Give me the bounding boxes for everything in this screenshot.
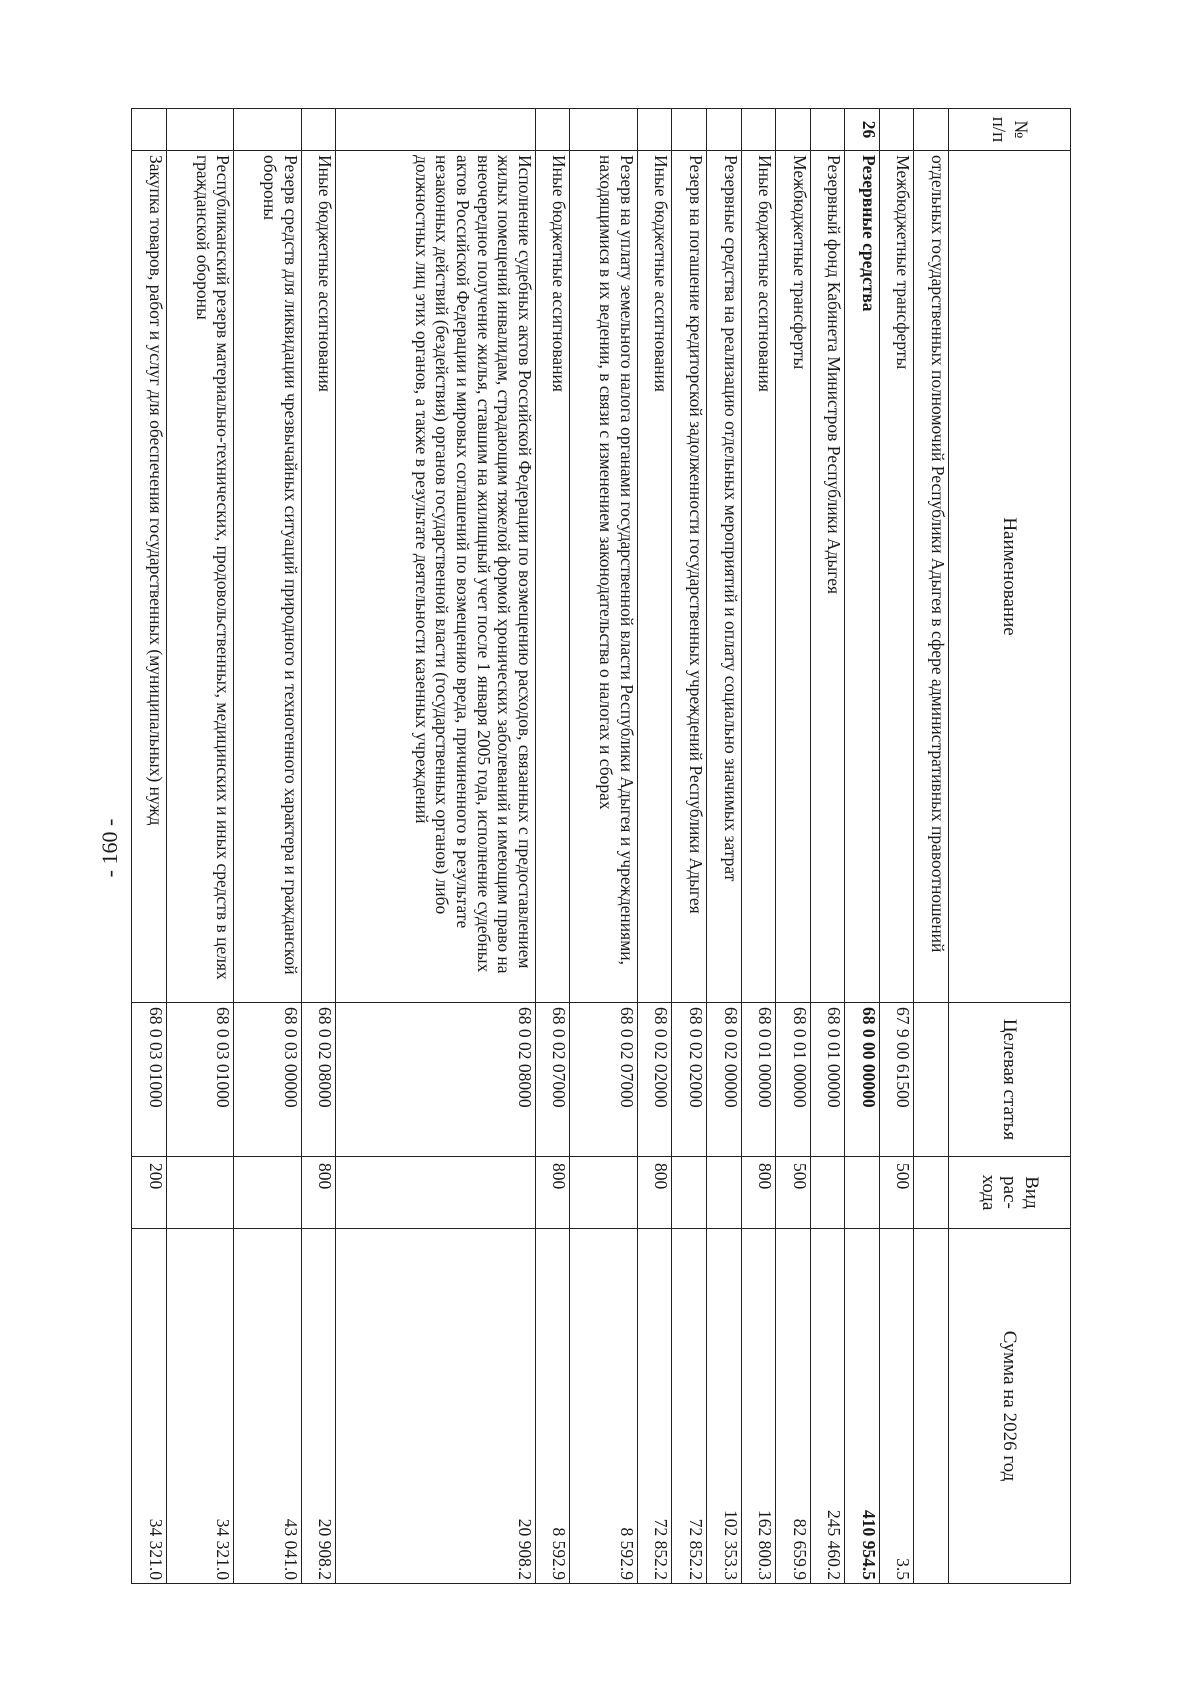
table-row [741,109,776,1584]
row-number [132,109,167,151]
row-number [672,109,707,151]
row-name: Резерв средств для ликвидации чрезвычайных ситуаций природного и техногенного характера и гражданской обороны [234,151,302,1003]
row-name: Резерв на погашение кредиторской задолженности государственных учреждений Республики Адыгея [672,151,707,1003]
row-amount: 72 852.2 [672,1229,707,1584]
row-amount: 8 592.9 [570,1229,638,1584]
row-amount: 82 659.9 [776,1229,811,1584]
table-row [301,109,336,1584]
row-target-code: 68 0 02 07000 [535,1003,570,1157]
table-row [132,109,167,1584]
row-number [637,109,672,151]
row-amount: 3.5 [879,1229,914,1584]
row-name: Резерв на уплату земельного налога органами государственной власти Республики Адыгея и учреждениями, находящимися в их ведении, в связи с изменением законодательства о налогах и сборах [570,151,638,1003]
header-code: Целевая статья [949,1003,1071,1157]
row-target-code: 68 0 01 00000 [776,1003,811,1157]
row-amount: 43 041.0 [234,1229,302,1584]
header-amount: Сумма на 2026 год [949,1229,1071,1584]
page-number: - 160 - [97,818,122,878]
row-amount: 8 592.9 [535,1229,570,1584]
table-header-row [949,109,1071,1584]
table-row [234,109,302,1584]
row-expense-type: 800 [535,1157,570,1229]
row-number [234,109,302,151]
row-target-code: 68 0 02 08000 [336,1003,535,1157]
row-name: Межбюджетные трансферты [879,151,914,1003]
row-expense-type [570,1157,638,1229]
row-name: Резервные средства на реализацию отдельных мероприятий и оплату социально значимых затрат [707,151,742,1003]
row-expense-type [672,1157,707,1229]
row-amount [914,1229,949,1584]
table-row [637,109,672,1584]
row-number [776,109,811,151]
row-target-code: 68 0 00 00000 [845,1003,880,1157]
row-expense-type [336,1157,535,1229]
row-expense-type [166,1157,234,1229]
row-name: Закупка товаров, работ и услуг для обеспечения государственных (муниципальных) нужд [132,151,167,1003]
header-kind: Вид рас-хода [949,1157,1071,1229]
row-expense-type [234,1157,302,1229]
row-number [570,109,638,151]
table-row [672,109,707,1584]
budget-table [131,108,1071,1584]
row-expense-type [914,1157,949,1229]
table-row [914,109,949,1584]
row-name: Республиканский резерв материально-технических, продовольственных, медицинских и иных средств в целях гражданской обороны [166,151,234,1003]
row-expense-type [845,1157,880,1229]
table-row [810,109,845,1584]
row-name: Иные бюджетные ассигнования [301,151,336,1003]
row-amount: 20 908.2 [336,1229,535,1584]
row-expense-type [707,1157,742,1229]
row-number [879,109,914,151]
row-number [301,109,336,151]
row-name: Резервные средства [845,151,880,1003]
row-expense-type: 500 [879,1157,914,1229]
row-amount: 162 800.3 [741,1229,776,1584]
row-name: Исполнение судебных актов Российской Федерации по возмещению расходов, связанных с предоставлением жилых помещений инвалидам, страдающим тяжелой формой хронических заболеваний и имеющим право на внеочередное получение жилья, ставшим на жилищный учет после 1 января 2005 года, исполнение судебных актов Российской Федерации и мировых соглашений по возмещению вреда, причиненного в результате незаконных действий (бездействия) органов государственной власти (государственных органов) либо должностных лиц этих органов, а также в результате деятельности казенных учреждений [336,151,535,1003]
row-expense-type: 800 [301,1157,336,1229]
row-amount: 20 908.2 [301,1229,336,1584]
table-row [879,109,914,1584]
row-number [810,109,845,151]
row-name: отдельных государственных полномочий Республики Адыгея в сфере административных правоотношений [914,151,949,1003]
row-target-code: 68 0 02 02000 [672,1003,707,1157]
table-body [132,109,949,1584]
table-row [845,109,880,1584]
row-name: Иные бюджетные ассигнования [535,151,570,1003]
row-target-code: 68 0 01 00000 [810,1003,845,1157]
row-amount: 34 321.0 [166,1229,234,1584]
row-number [535,109,570,151]
row-expense-type [810,1157,845,1229]
row-target-code [914,1003,949,1157]
row-expense-type: 800 [637,1157,672,1229]
row-number [166,109,234,151]
row-name: Межбюджетные трансферты [776,151,811,1003]
table-row [776,109,811,1584]
row-amount: 72 852.2 [637,1229,672,1584]
table-row [535,109,570,1584]
row-target-code: 68 0 03 00000 [234,1003,302,1157]
row-number [741,109,776,151]
row-amount: 245 460.2 [810,1229,845,1584]
header-num: № п/п [949,109,1071,151]
row-name: Иные бюджетные ассигнования [741,151,776,1003]
row-target-code: 67 9 00 61500 [879,1003,914,1157]
table-row [570,109,638,1584]
row-name: Резервный фонд Кабинета Министров Республики Адыгея [810,151,845,1003]
row-amount: 410 954.5 [845,1229,880,1584]
table-row [166,109,234,1584]
row-number [336,109,535,151]
row-target-code: 68 0 03 01000 [166,1003,234,1157]
row-number: 26 [845,109,880,151]
header-name: Наименование [949,151,1071,1003]
row-target-code: 68 0 02 07000 [570,1003,638,1157]
table-row [336,109,535,1584]
row-amount: 34 321.0 [132,1229,167,1584]
row-target-code: 68 0 02 08000 [301,1003,336,1157]
row-target-code: 68 0 01 00000 [741,1003,776,1157]
budget-table-container [131,108,1071,1583]
row-expense-type: 800 [741,1157,776,1229]
table-row [707,109,742,1584]
row-name: Иные бюджетные ассигнования [637,151,672,1003]
row-target-code: 68 0 03 01000 [132,1003,167,1157]
row-target-code: 68 0 02 02000 [637,1003,672,1157]
row-number [707,109,742,151]
row-target-code: 68 0 02 00000 [707,1003,742,1157]
row-number [914,109,949,151]
row-amount: 102 353.3 [707,1229,742,1584]
row-expense-type: 500 [776,1157,811,1229]
row-expense-type: 200 [132,1157,167,1229]
